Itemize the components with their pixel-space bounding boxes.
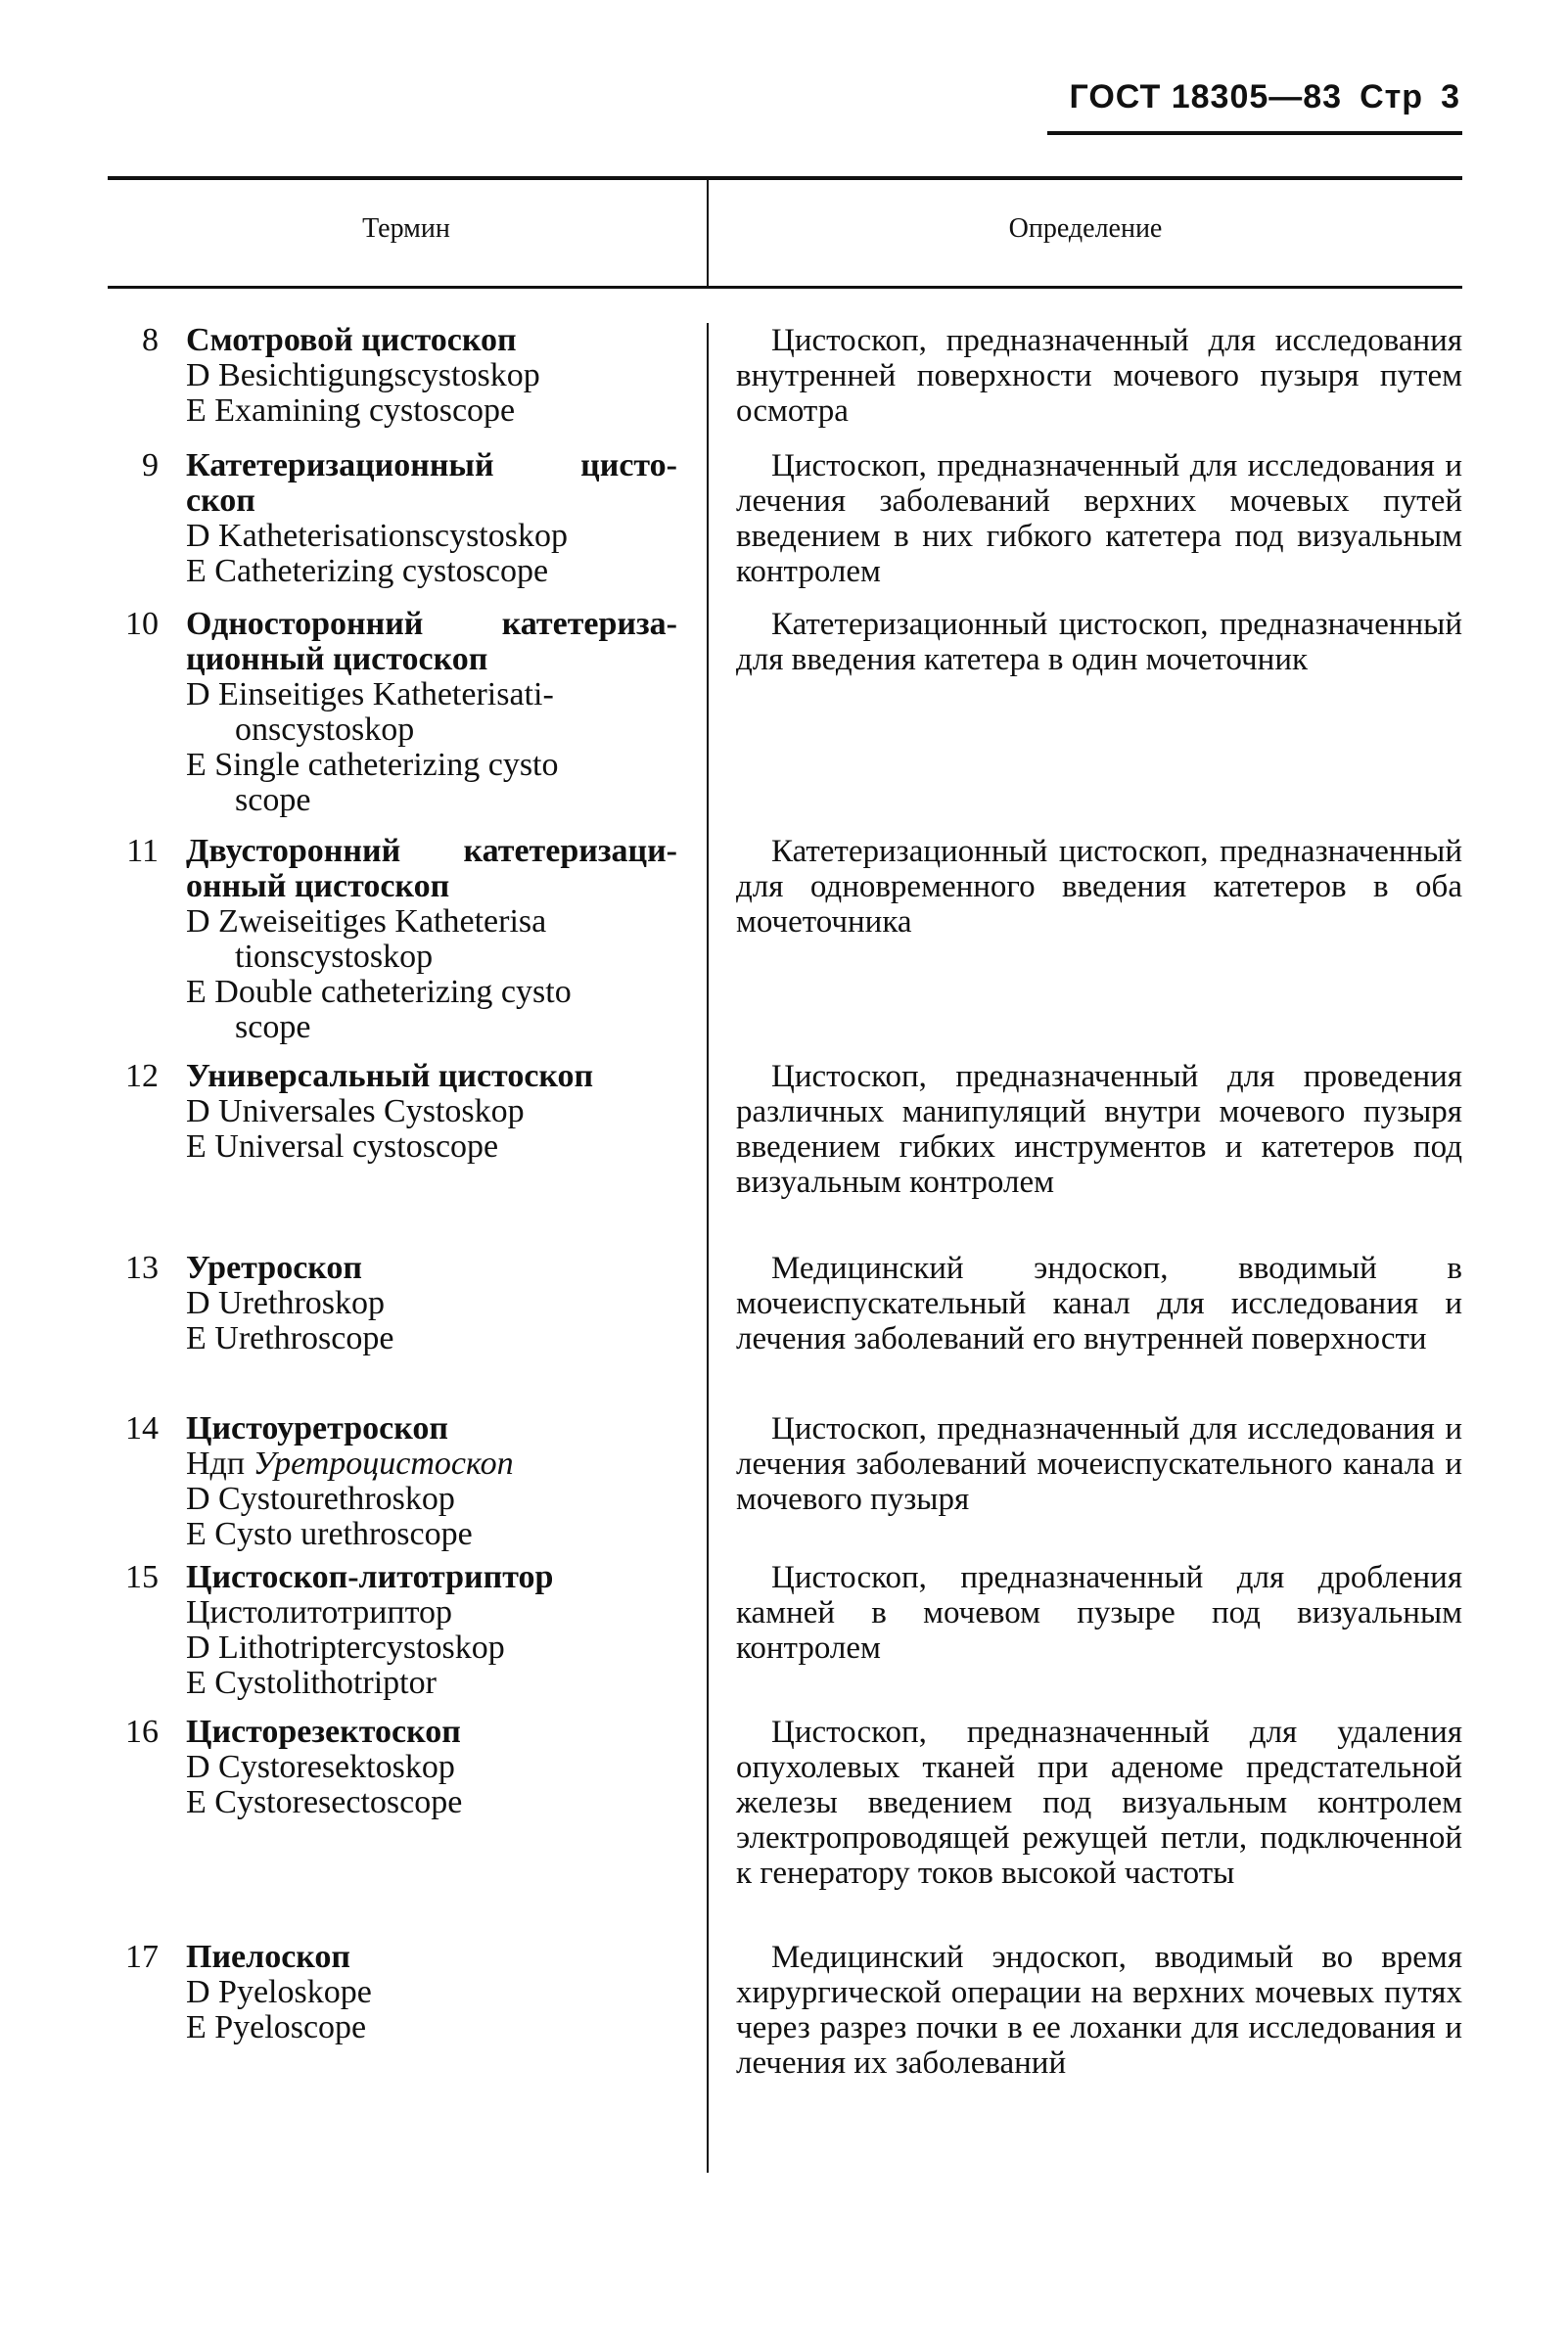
term-en: E Universal cystoscope bbox=[186, 1128, 499, 1165]
entry-number: 11 bbox=[126, 833, 159, 869]
term-ru: Цисторезектоскоп bbox=[186, 1714, 461, 1750]
page-number: 3 bbox=[1441, 78, 1460, 115]
entry-number: 17 bbox=[125, 1939, 159, 1975]
ndp-label: Ндп bbox=[186, 1446, 246, 1482]
entry-number: 10 bbox=[125, 606, 159, 642]
entry-number: 8 bbox=[142, 322, 159, 358]
entry-number: 16 bbox=[125, 1714, 159, 1750]
term-de: D Urethroskop bbox=[186, 1285, 386, 1321]
term-cell bbox=[186, 448, 677, 589]
definition-cell bbox=[736, 448, 1462, 589]
term-ru: Односторонний катетериза- bbox=[186, 606, 677, 642]
term-ru: Двусторонний катетеризаци- bbox=[186, 833, 677, 869]
definition-cell bbox=[736, 1940, 1462, 2081]
term-en: E Cysto urethroscope bbox=[186, 1516, 473, 1552]
term-en: E Cystolithotriptor bbox=[186, 1665, 437, 1701]
term-ru-cont: ционный цистоскоп bbox=[186, 641, 488, 677]
term-en-cont: scope bbox=[235, 782, 311, 818]
term-ru: Смотровой цистоскоп bbox=[186, 322, 517, 358]
definition-text: Медицинский эндоскоп, вводимый в мочеиспускательный канал для исследования и лечения заболеваний его внутренней поверхности bbox=[736, 1251, 1462, 1356]
term-de-cont: onscystoskop bbox=[235, 712, 415, 748]
entry-number: 12 bbox=[125, 1058, 159, 1094]
term-en: E Double catheterizing cysto bbox=[186, 974, 572, 1010]
term-cell bbox=[186, 1411, 677, 1552]
term-en-cont: scope bbox=[235, 1009, 311, 1045]
definition-cell bbox=[736, 834, 1462, 940]
entry-number: 15 bbox=[125, 1559, 159, 1595]
term-de: D Besichtigungscystoskop bbox=[186, 357, 540, 393]
term-cell bbox=[186, 607, 677, 818]
term-ru-cont: онный цистоскоп bbox=[186, 868, 450, 904]
body-column-divider bbox=[707, 323, 709, 2173]
definition-cell bbox=[736, 1059, 1462, 1200]
definition-cell bbox=[736, 1411, 1462, 1517]
term-cell bbox=[186, 1715, 677, 1820]
term-cell bbox=[186, 1251, 677, 1356]
term-de: D Katheterisationscystoskop bbox=[186, 518, 568, 554]
term-en: E Urethroscope bbox=[186, 1320, 394, 1356]
definition-text: Цистоскоп, предназначенный для дробления камней в мочевом пузыре под визуальным контролем bbox=[736, 1560, 1462, 1666]
term-de: D Universales Cystoskop bbox=[186, 1093, 525, 1129]
term-de: D Pyeloskope bbox=[186, 1974, 372, 2010]
term-cell bbox=[186, 1059, 677, 1165]
definition-cell bbox=[736, 1251, 1462, 1356]
term-en: E Single catheterizing cysto bbox=[186, 747, 559, 783]
header-underline bbox=[1047, 131, 1462, 135]
header-column-divider bbox=[707, 180, 709, 286]
term-en: E Examining cystoscope bbox=[186, 392, 516, 429]
term-ru: Катетеризационный цисто- bbox=[186, 447, 677, 483]
term-de: D Einseitiges Katheterisati- bbox=[186, 676, 554, 712]
page-label: Стр bbox=[1360, 78, 1424, 115]
table-header-rule bbox=[108, 286, 1462, 289]
term-ndp bbox=[186, 1447, 677, 1482]
definition-text: Медицинский эндоскоп, вводимый во время хирургической операции на верхних мочевых путях через разрез почки в ее лоханки для исследования и лечения их заболеваний bbox=[736, 1940, 1462, 2081]
entry-number: 14 bbox=[125, 1410, 159, 1447]
entry-number: 9 bbox=[142, 447, 159, 483]
term-cell bbox=[186, 1940, 677, 2045]
term-en: E Catheterizing cystoscope bbox=[186, 553, 549, 589]
term-en: E Pyeloscope bbox=[186, 2009, 367, 2045]
term-de: D Lithotriptercystoskop bbox=[186, 1630, 505, 1666]
definition-text: Цистоскоп, предназначенный для проведения различных манипуляций внутри мочевого пузыря введением гибких инструментов и катетеров под визуальным контролем bbox=[736, 1059, 1462, 1200]
page-header bbox=[1070, 78, 1460, 116]
definition-cell bbox=[736, 607, 1462, 677]
term-en: E Cystoresectoscope bbox=[186, 1784, 463, 1820]
term-cell bbox=[186, 1560, 677, 1701]
term-synonym: Цистолитотриптор bbox=[186, 1594, 452, 1630]
definition-cell bbox=[736, 1560, 1462, 1666]
term-de-cont: tionscystoskop bbox=[235, 939, 434, 975]
definition-text: Цистоскоп, предназначенный для удаления опухолевых тканей при аденоме предстательной железы введением под визуальным контролем электропроводящей режущей петли, подключенной к генератору токов высокой частоты bbox=[736, 1715, 1462, 1891]
term-ru-cont: скоп bbox=[186, 482, 255, 519]
term-de: D Zweiseitiges Katheterisa bbox=[186, 903, 547, 940]
term-ru: Уретроскоп bbox=[186, 1250, 363, 1286]
term-ru: Универсальный цистоскоп bbox=[186, 1058, 594, 1094]
term-de: D Cystoresektoskop bbox=[186, 1749, 455, 1785]
definition-cell bbox=[736, 323, 1462, 429]
term-ru: Цистоскоп-литотриптор bbox=[186, 1559, 554, 1595]
term-ru: Цистоуретроскоп bbox=[186, 1410, 448, 1447]
definition-text: Цистоскоп, предназначенный для исследования и лечения заболеваний мочеиспускательного канала и мочевого пузыря bbox=[736, 1411, 1462, 1517]
definition-text: Катетеризационный цистоскоп, предназначенный для одновременного введения катетеров в оба мочеточника bbox=[736, 834, 1462, 940]
column-header-definition: Определение bbox=[1008, 213, 1163, 244]
table-top-rule bbox=[108, 176, 1462, 180]
definition-text: Катетеризационный цистоскоп, предназначенный для введения катетера в один мочеточник bbox=[736, 607, 1462, 677]
standard-number: ГОСТ 18305—83 bbox=[1069, 78, 1343, 115]
definition-text: Цистоскоп, предназначенный для исследования внутренней поверхности мочевого пузыря путем осмотра bbox=[736, 323, 1462, 429]
definition-text: Цистоскоп, предназначенный для исследования и лечения заболеваний верхних мочевых путей введением в них гибкого катетера под визуальным контролем bbox=[736, 448, 1462, 589]
term-cell bbox=[186, 834, 677, 1045]
term-ru: Пиелоскоп bbox=[186, 1939, 351, 1975]
term-de: D Cystourethroskop bbox=[186, 1481, 455, 1517]
entry-number: 13 bbox=[125, 1250, 159, 1286]
ndp-term: Уретроцистоскоп bbox=[253, 1446, 514, 1482]
definition-cell bbox=[736, 1715, 1462, 1891]
column-header-term: Термин bbox=[362, 213, 450, 244]
term-cell bbox=[186, 323, 677, 429]
